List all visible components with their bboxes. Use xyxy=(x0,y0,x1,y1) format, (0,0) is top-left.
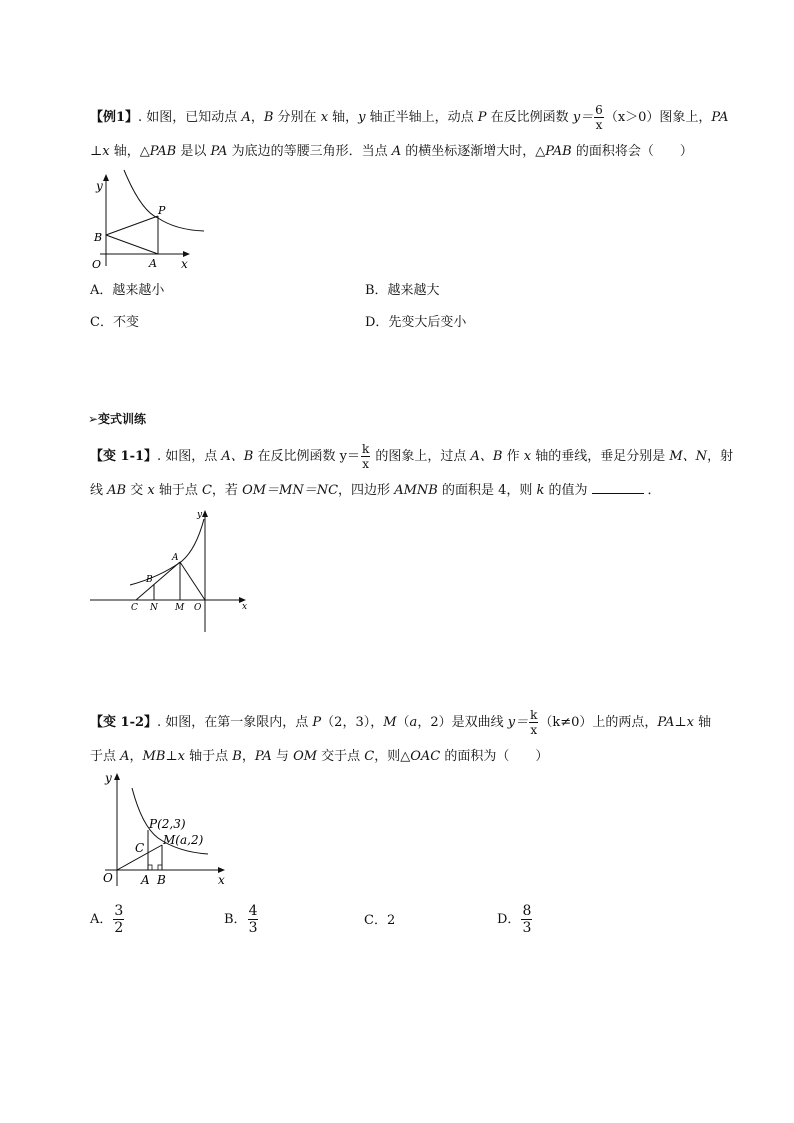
fraction-3-over-2 xyxy=(113,904,124,935)
fraction-8-over-3 xyxy=(521,904,532,935)
var-P: P xyxy=(477,110,487,125)
var-PAB: PAB xyxy=(545,144,572,159)
function-lhs: y＝ xyxy=(507,715,529,730)
text: 为底边的等腰三角形．当点 xyxy=(227,144,392,159)
label-B: B xyxy=(146,575,153,585)
fraction-denominator: 2 xyxy=(114,920,124,936)
label-O: O xyxy=(92,258,102,271)
right-angle-mark-A xyxy=(148,865,152,870)
text: 轴于点 xyxy=(185,749,233,764)
label-x: x xyxy=(242,602,248,612)
label-N: N xyxy=(150,603,158,613)
var-OAC: OAC xyxy=(410,749,441,764)
var-C: C xyxy=(364,749,375,764)
ex1-option-c[interactable]: C．不变 xyxy=(90,315,139,330)
var-k: k xyxy=(536,483,545,498)
y-axis-arrow xyxy=(103,174,109,181)
var-x: x xyxy=(102,144,110,159)
var-AB: AB xyxy=(107,483,127,498)
text: ， xyxy=(129,749,143,764)
var-x: x xyxy=(320,110,329,125)
var-A: A xyxy=(391,144,402,159)
var-PA: PA xyxy=(657,715,675,730)
text: 交 xyxy=(126,483,148,498)
label-O: O xyxy=(194,603,202,613)
var-AB: A、B xyxy=(221,449,254,464)
ex1-tag: 【例1】 xyxy=(90,110,139,125)
text: ⊥ xyxy=(165,749,178,764)
text: ⊥ xyxy=(674,715,687,730)
text: 的横坐标逐渐增大时，△ xyxy=(401,144,546,159)
text: 在反比例函数 xyxy=(486,110,573,125)
y-axis-arrow xyxy=(114,773,120,780)
label-C: C xyxy=(131,603,138,613)
var-x: x xyxy=(147,483,155,498)
var-x: x xyxy=(686,715,694,730)
text: ，若 xyxy=(211,483,243,498)
hyperbola-curve xyxy=(124,170,204,231)
v11-line-2 xyxy=(90,481,661,501)
text: ，2）是双曲线 xyxy=(417,715,508,730)
v12-option-c[interactable]: C．2 xyxy=(364,913,396,928)
label-A: A xyxy=(149,257,157,270)
label-y: y xyxy=(197,510,203,520)
text: 轴的垂线，垂足分别是 xyxy=(531,449,670,464)
text: 轴于点 xyxy=(154,483,202,498)
text: 轴 xyxy=(693,715,712,730)
label-A: A xyxy=(172,553,179,563)
label-B: B xyxy=(94,231,103,244)
v12-line-2 xyxy=(90,747,548,767)
option-label: B． xyxy=(224,912,247,927)
var-A: A xyxy=(241,110,251,125)
var-PAB: PAB xyxy=(149,144,177,159)
segment-BA xyxy=(106,235,158,254)
fraction-k-over-x xyxy=(529,709,538,736)
text: 的面积将会（ ） xyxy=(571,144,693,159)
ex1-option-d[interactable]: D．先变大后变小 xyxy=(365,315,467,330)
fraction-denominator: x xyxy=(362,457,370,471)
label-y: y xyxy=(96,179,103,193)
text: 与 xyxy=(271,749,294,764)
text: . 如图，已知动点 xyxy=(138,110,242,125)
var-MN: M、N xyxy=(669,449,708,464)
var-B: B xyxy=(232,749,242,764)
v12-option-b[interactable] xyxy=(224,904,259,935)
v12-line-1 xyxy=(90,709,711,736)
var-PA: PA xyxy=(254,749,272,764)
fraction-numerator: 4 xyxy=(248,903,258,919)
label-x: x xyxy=(218,873,225,887)
text: 轴正半轴上，动点 xyxy=(365,110,478,125)
text: 轴， xyxy=(328,110,359,125)
function-lhs: y＝ xyxy=(339,449,360,464)
var-y: y xyxy=(358,110,366,125)
segment-BP xyxy=(106,216,158,235)
option-label: A． xyxy=(90,912,113,927)
label-O: O xyxy=(103,871,113,885)
label-P: P xyxy=(158,204,166,217)
fraction-numerator: k xyxy=(530,708,538,722)
text: （ xyxy=(396,715,410,730)
var-x: x xyxy=(177,749,185,764)
domain-condition: （x＞0）图象上， xyxy=(604,110,712,125)
hyperbola-curve xyxy=(130,519,204,585)
v11-tag: 【变 1-1】 xyxy=(90,449,158,464)
var-AB: A、B xyxy=(470,449,503,464)
y-axis-arrow xyxy=(202,510,208,517)
answer-blank[interactable] xyxy=(592,481,644,494)
text: 作 xyxy=(502,449,524,464)
label-x: x xyxy=(181,257,188,271)
equation: OM＝MN＝NC xyxy=(242,483,339,498)
text: ， xyxy=(241,749,255,764)
label-C: C xyxy=(135,841,145,855)
label-P: P(2,3) xyxy=(149,817,186,831)
fraction-denominator: 3 xyxy=(248,920,258,936)
v11-figure xyxy=(90,505,255,637)
condition: （k≠0）上的两点， xyxy=(539,715,658,730)
fraction-k-over-x xyxy=(361,443,370,470)
fraction-denominator: x xyxy=(530,723,538,737)
ex1-line-2 xyxy=(90,142,693,162)
var-B: B xyxy=(263,110,274,125)
label-B: B xyxy=(157,873,166,887)
section-title-variant-training: ➢变式训练 xyxy=(88,412,147,426)
right-angle-mark-B xyxy=(158,865,162,870)
label-y: y xyxy=(105,771,112,785)
fraction-numerator: k xyxy=(362,442,370,456)
text: 的面积是 4，则 xyxy=(437,483,537,498)
v12-option-d[interactable] xyxy=(497,904,533,935)
label-A: A xyxy=(141,873,150,887)
ex1-line-1 xyxy=(90,104,728,131)
var-C: C xyxy=(201,483,212,498)
var-M: M xyxy=(383,715,397,730)
text: （2，3）， xyxy=(321,715,384,730)
text: 分别在 xyxy=(273,110,321,125)
label-M: M(a,2) xyxy=(163,833,204,847)
var-MB: MB xyxy=(142,749,166,764)
text: ， xyxy=(250,110,264,125)
var-a: a xyxy=(409,715,418,730)
text: 线 xyxy=(90,483,108,498)
fraction-numerator: 8 xyxy=(522,903,532,919)
var-P: P xyxy=(312,715,322,730)
var-AMNB: AMNB xyxy=(394,483,438,498)
text: ，四边形 xyxy=(338,483,395,498)
segment-AO xyxy=(180,562,205,600)
fraction-6-over-x xyxy=(594,104,604,131)
text: . 如图，在第一象限内，点 xyxy=(157,715,313,730)
v11-line-1 xyxy=(90,443,733,470)
ex1-option-a[interactable]: A．越来越小 xyxy=(90,283,165,298)
fraction-numerator: 6 xyxy=(595,103,603,117)
text: 于点 xyxy=(90,749,121,764)
text: 在反比例函数 xyxy=(253,449,340,464)
fraction-denominator: 3 xyxy=(522,920,532,936)
label-M: M xyxy=(175,603,185,613)
var-PA: PA xyxy=(711,110,729,125)
v12-tag: 【变 1-2】 xyxy=(90,715,158,730)
text: 交于点 xyxy=(317,749,365,764)
text: ． xyxy=(647,483,661,498)
option-label: D． xyxy=(497,912,521,927)
text: ，射 xyxy=(707,449,734,464)
var-x: x xyxy=(523,449,532,464)
text: 的值为 xyxy=(544,483,588,498)
text: 的面积为（ ） xyxy=(440,749,549,764)
text: . 如图，点 xyxy=(157,449,222,464)
text: ⊥ xyxy=(90,144,103,159)
fraction-denominator: x xyxy=(595,118,603,132)
var-A: A xyxy=(120,749,130,764)
fraction-numerator: 3 xyxy=(114,903,124,919)
var-OM: OM xyxy=(293,749,318,764)
fraction-4-over-3 xyxy=(248,904,259,935)
text: 是以 xyxy=(176,144,211,159)
function-lhs: y＝ xyxy=(572,110,594,125)
text: ，则△ xyxy=(374,749,411,764)
v12-figure xyxy=(90,768,240,893)
text: 的图象上，过点 xyxy=(371,449,471,464)
var-PA: PA xyxy=(210,144,228,159)
text: 轴，△ xyxy=(109,144,150,159)
ex1-figure xyxy=(86,166,216,276)
ex1-option-b[interactable]: B．越来越大 xyxy=(365,283,440,298)
v12-option-a[interactable] xyxy=(90,904,125,935)
